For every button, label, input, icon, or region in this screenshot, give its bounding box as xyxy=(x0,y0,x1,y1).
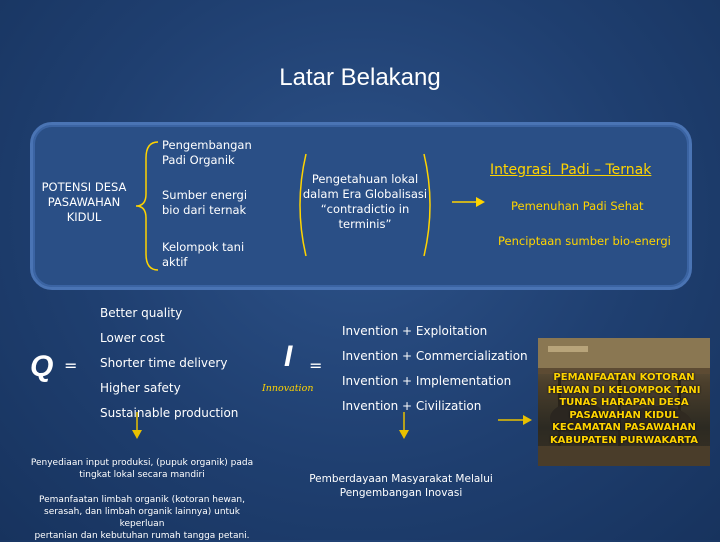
caption-line: PASAWAHAN KIDUL xyxy=(569,409,679,421)
i-item-civilization: Invention + Civilization xyxy=(342,399,482,413)
page-title: Latar Belakang xyxy=(279,64,441,91)
innovation-sublabel: Innovation xyxy=(262,383,314,394)
i-equals: = xyxy=(309,356,323,375)
caption-line: KECAMATAN PASAWAHAN xyxy=(552,422,696,433)
penciptaan-bio-energi: Penciptaan sumber bio-energi xyxy=(498,234,671,248)
right-arrow-icon xyxy=(452,196,486,208)
down-arrow-center-icon xyxy=(398,412,410,440)
potensi-line: PASAWAHAN xyxy=(47,195,121,209)
potensi-line: KIDUL xyxy=(66,210,102,224)
pemanfaatan-text xyxy=(22,494,262,542)
item-kelompok-tani: Kelompok tani aktif xyxy=(162,240,245,269)
item-sumber-energi: Sumber energi bio dari ternak xyxy=(162,188,248,217)
down-arrow-left-icon xyxy=(131,412,143,440)
q-item-shorter-time: Shorter time delivery xyxy=(100,356,228,370)
caption-line: PEMANFAATAN KOTORAN xyxy=(553,372,695,383)
photo-caption xyxy=(540,372,708,447)
penyediaan-line: tingkat lokal secara mandiri xyxy=(79,470,205,480)
i-item-implementation: Invention + Implementation xyxy=(342,374,512,388)
potensi-desa-box xyxy=(36,180,132,225)
q-item-lower-cost: Lower cost xyxy=(100,331,165,345)
q-equals: = xyxy=(64,356,78,375)
arrow-to-photo-icon xyxy=(498,414,534,426)
i-item-commercialization: Invention + Commercialization xyxy=(342,349,528,363)
q-letter: Q xyxy=(30,350,54,383)
middle-line: Pengetahuan lokal xyxy=(311,172,419,186)
q-item-sustainable: Sustainable production xyxy=(100,406,239,420)
penyediaan-line: Penyediaan input produksi, (pupuk organik) pada xyxy=(30,458,254,468)
caption-line: KABUPATEN PURWAKARTA xyxy=(549,434,699,446)
pemanfaatan-line: Pemanfaatan limbah organik (kotoran hewan, xyxy=(39,495,245,505)
pemenuhan-padi: Pemenuhan Padi Sehat xyxy=(511,199,644,213)
q-item-better-quality: Better quality xyxy=(100,306,183,320)
pemberdayaan-line: Pengembangan Inovasi xyxy=(339,487,463,499)
potensi-line: POTENSI DESA xyxy=(41,180,127,194)
penyediaan-text xyxy=(30,457,254,481)
i-letter: I xyxy=(284,340,293,373)
middle-line: dalam Era Globalisasi xyxy=(302,187,428,201)
item-padi-organik: Pengembangan Padi Organik xyxy=(162,138,252,167)
i-item-exploitation: Invention + Exploitation xyxy=(342,324,488,338)
pemanfaatan-line: pertanian dan kebutuhan rumah tangga petani. xyxy=(34,531,250,541)
middle-text xyxy=(298,172,432,232)
pemberdayaan-text xyxy=(296,472,506,500)
caption-line: HEWAN DI KELOMPOK TANI xyxy=(547,384,701,396)
middle-line: terminis” xyxy=(338,217,392,231)
middle-line: “contradictio in xyxy=(320,202,410,216)
pemanfaatan-line: serasah, dan limbah organik lainnya) untuk keperluan xyxy=(44,507,240,529)
pemberdayaan-line: Pemberdayaan Masyarakat Melalui xyxy=(309,473,493,485)
caption-line: TUNAS HARAPAN DESA xyxy=(559,397,689,408)
left-brace xyxy=(132,138,162,274)
q-item-higher-safety: Higher safety xyxy=(100,381,181,395)
integrasi-title: Integrasi Padi – Ternak xyxy=(490,162,652,178)
